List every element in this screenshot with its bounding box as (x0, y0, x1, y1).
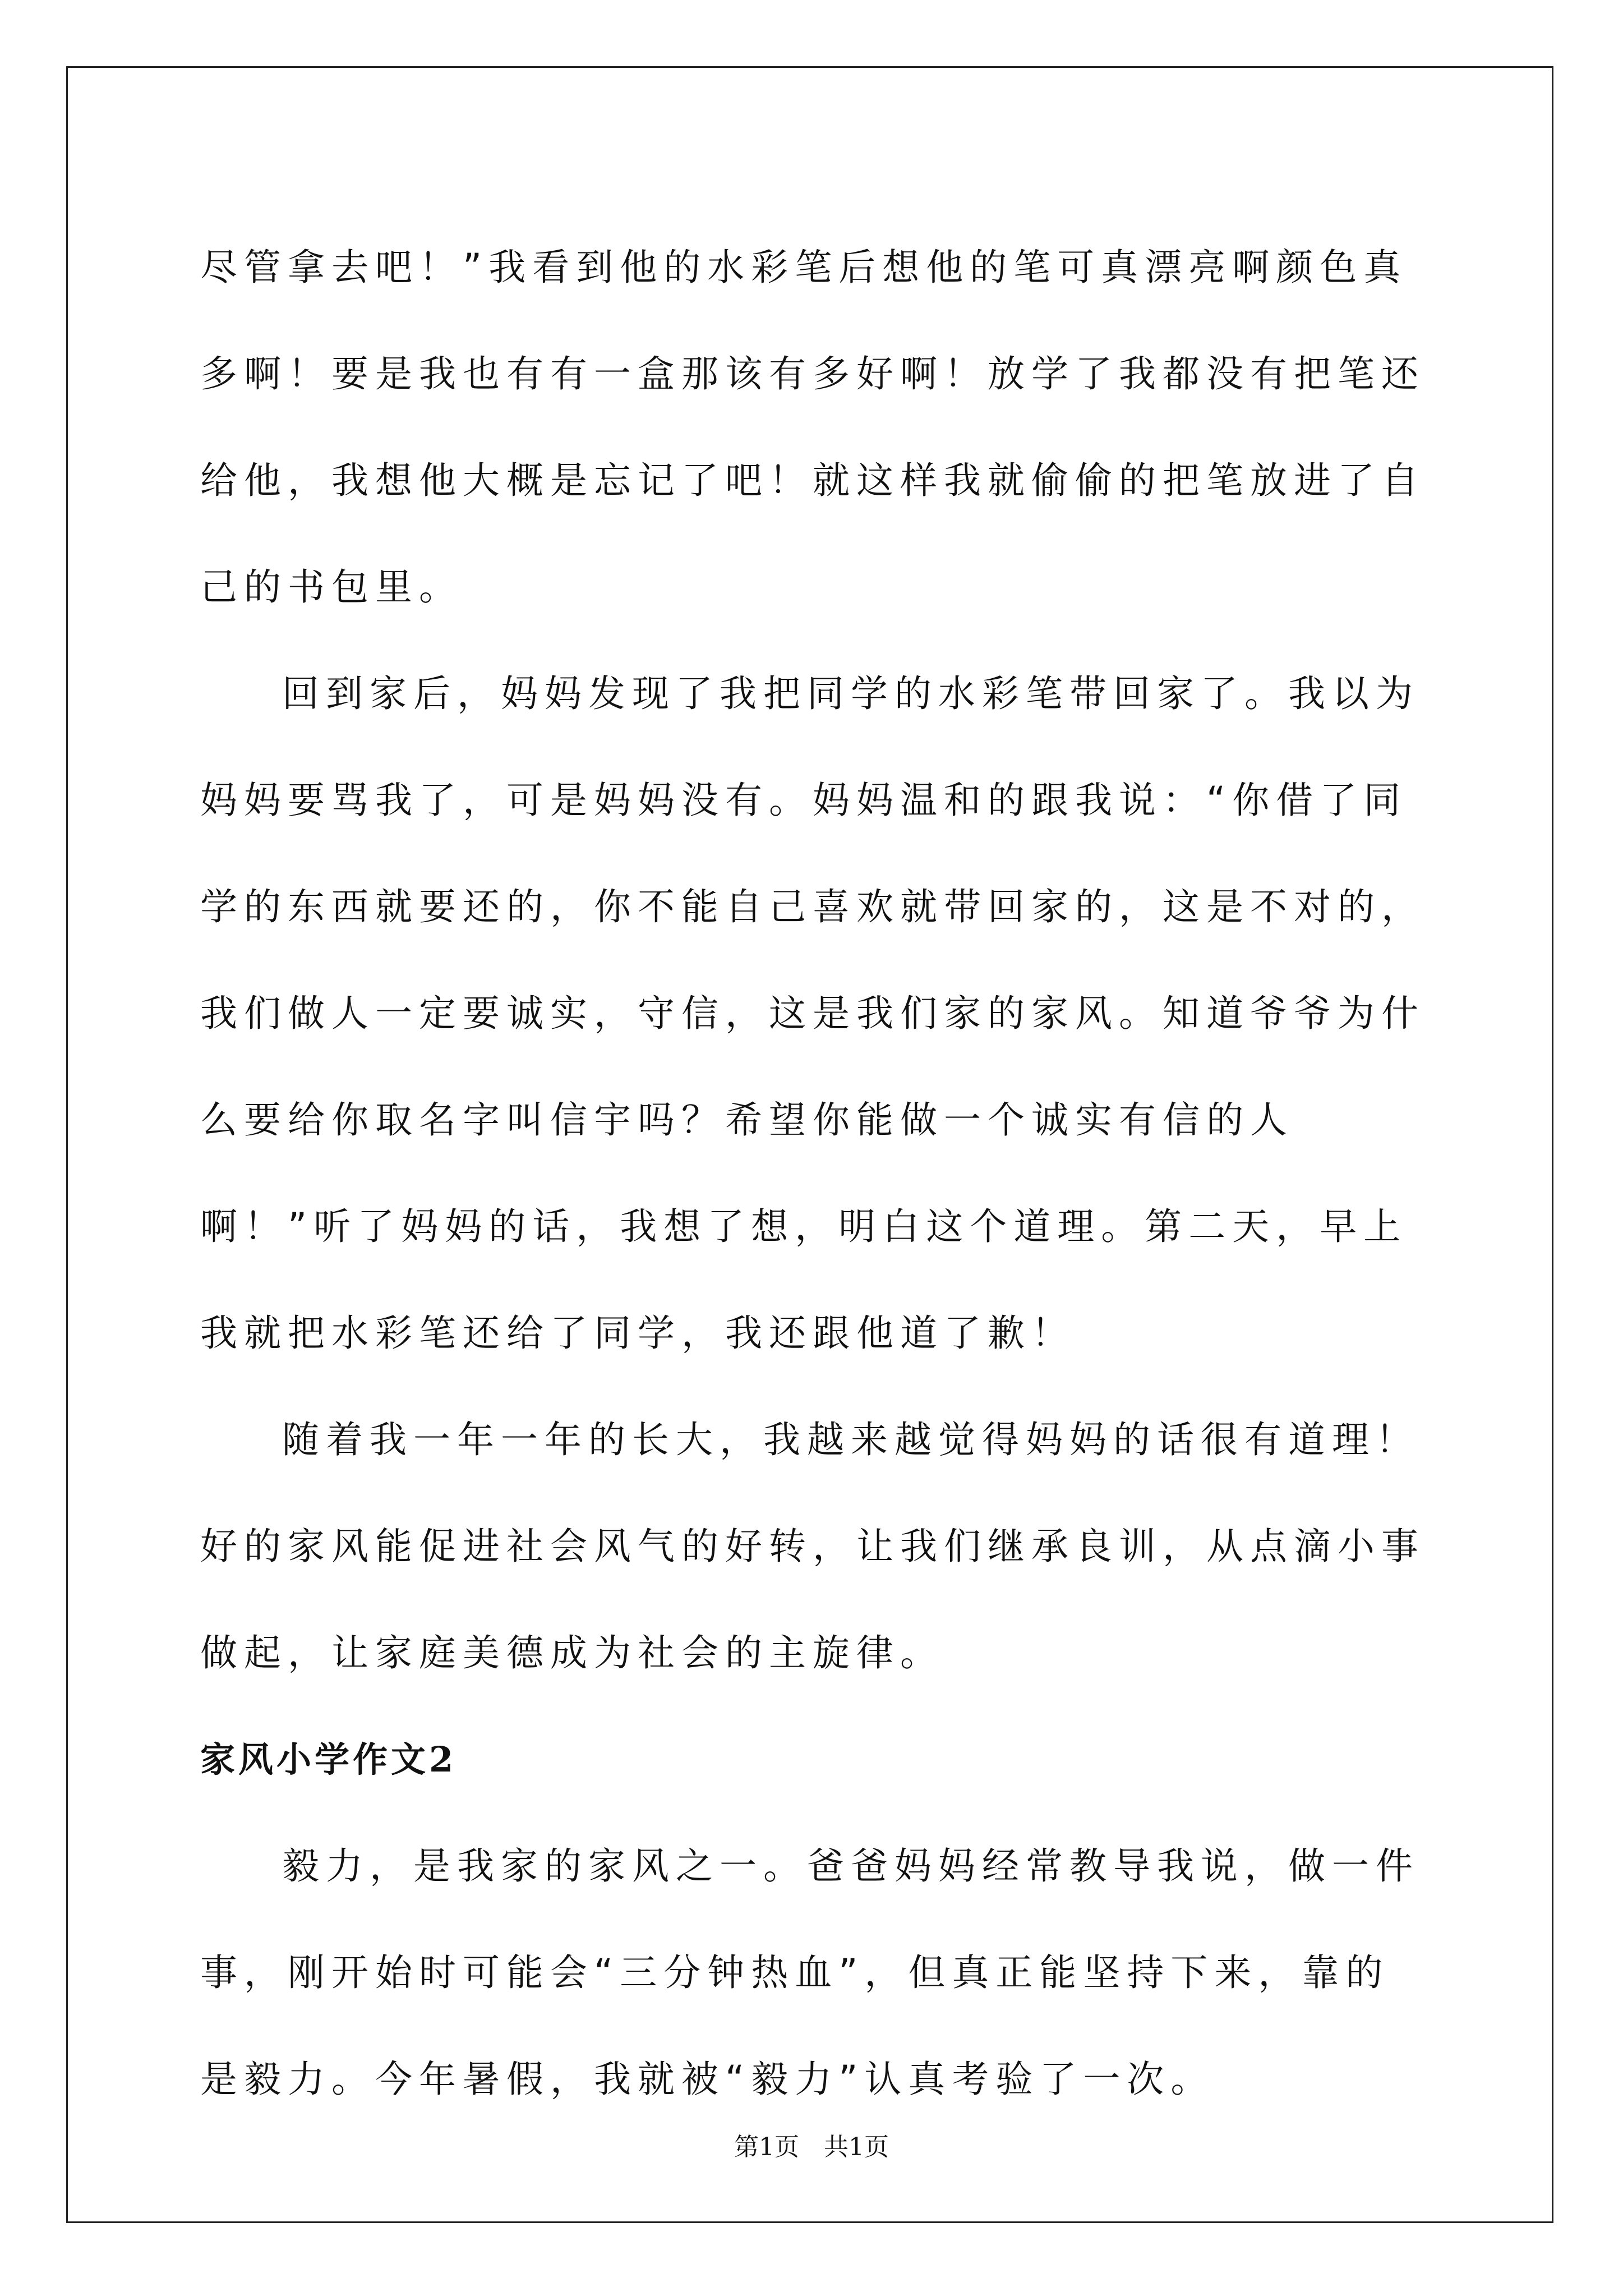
paragraph: 毅力，是我家的家风之一。爸爸妈妈经常教导我说，做一件事，刚开始时可能会“三分钟热血”，但真正能坚持下来，靠的是毅力。今年暑假，我就被“毅力”认真考验了一次。 (200, 1844, 1419, 2101)
paragraph: 随着我一年一年的长大，我越来越觉得妈妈的话很有道理！好的家风能促进社会风气的好转，让我们继承良训，从点滴小事做起，让家庭美德成为社会的主旋律。 (200, 1418, 1425, 1674)
paragraph: 尽管拿去吧！”我看到他的水彩笔后想他的笔可真漂亮啊颜色真多啊！要是我也有有一盒那该有多好啊！放学了我都没有把笔还给他，我想他大概是忘记了吧！就这样我就偷偷的把笔放进了自己的书包里。 (200, 246, 1425, 609)
section-heading: 家风小学作文2 (200, 1739, 457, 1780)
paragraph: 回到家后，妈妈发现了我把同学的水彩笔带回家了。我以为妈妈要骂我了，可是妈妈没有。妈妈温和的跟我说：“你借了同学的东西就要还的，你不能自己喜欢就带回家的，这是不对的，我们做人一定要诚实，守信，这是我们家的家风。知道爷爷为什么要给你取名字叫信宇吗？希望你能做一个诚实有信的人啊！”听了妈妈的话，我想了想，明白这个道理。第二天，早上我就把水彩笔还给了同学，我还跟他道了歉！ (200, 672, 1425, 1355)
document-body (200, 214, 1428, 2133)
page-number: 第1页 (734, 2133, 799, 2161)
page-total: 共1页 (824, 2133, 889, 2161)
page-footer (0, 2131, 1623, 2164)
